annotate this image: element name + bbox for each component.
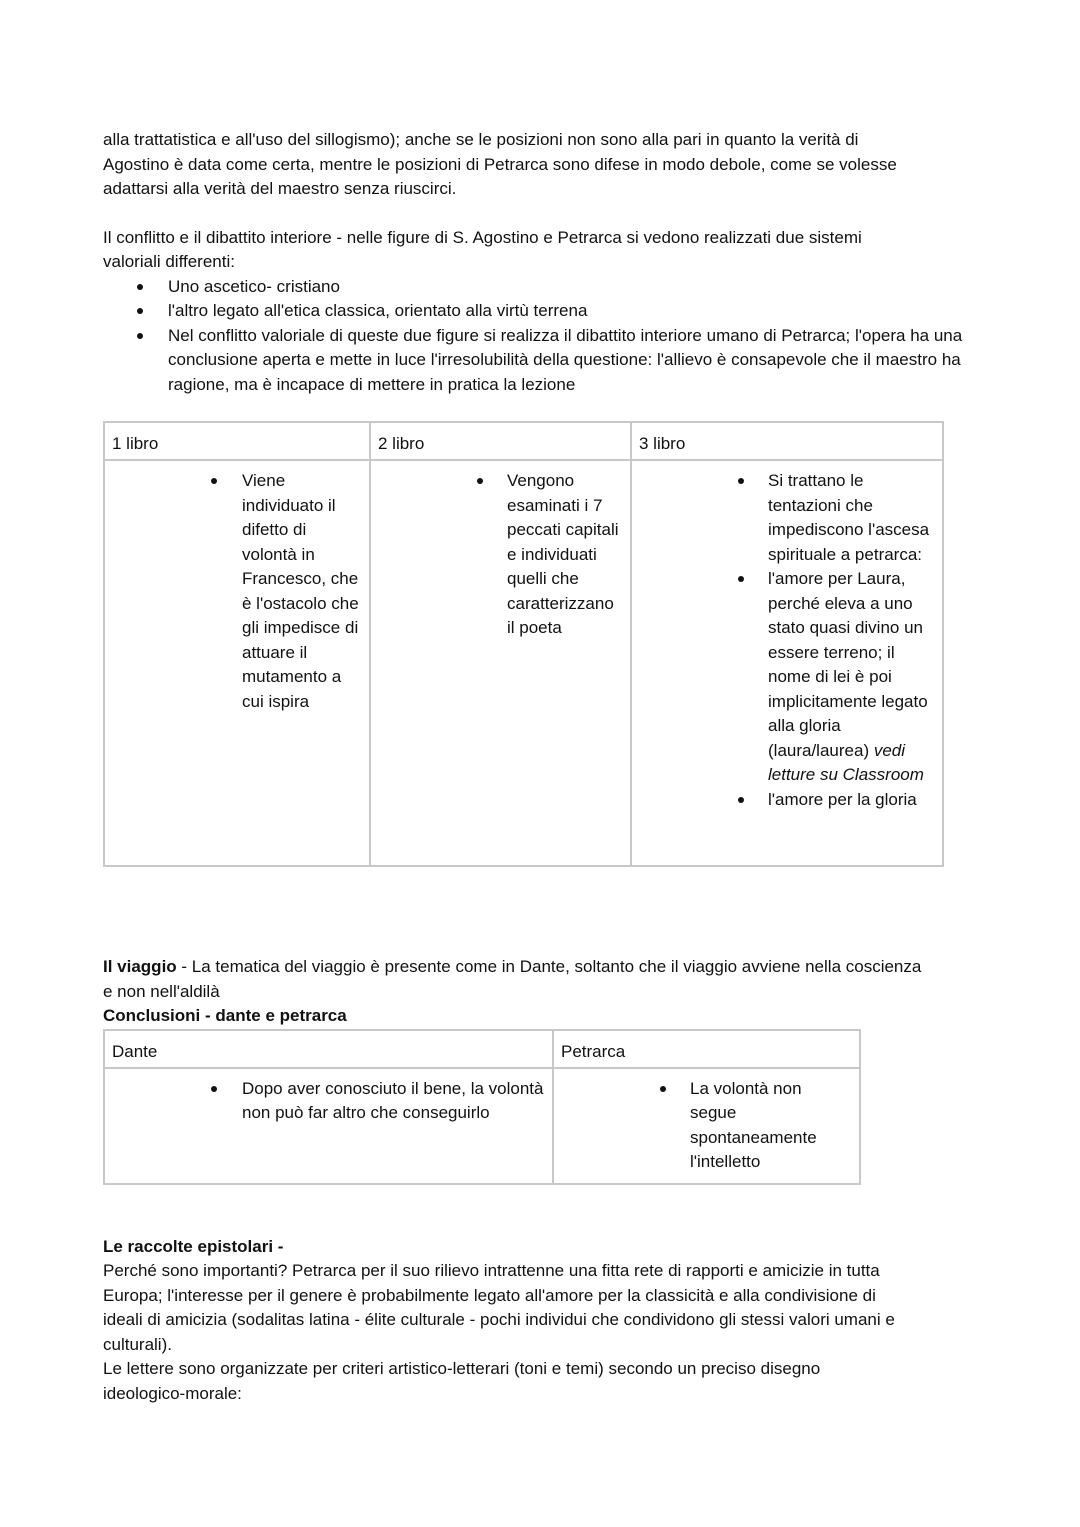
table-row	[104, 1068, 860, 1184]
epistolari-line: ideologico-morale:	[103, 1383, 242, 1403]
petrarca-cell	[553, 1068, 860, 1184]
list-item: Vengono esaminati i 7 peccati capitali e individuati quelli che caratterizzano il poeta	[371, 469, 630, 641]
epistolari-line: culturali).	[103, 1334, 172, 1354]
viaggio-label: Il viaggio	[103, 957, 177, 976]
list-item: Nel conflitto valoriale di queste due figure si realizza il dibattito interiore umano di Petrarca; l'opera ha una conclusione aperta e mette in luce l'irresolubilità della questione: l'allievo è consapevole che il maestro ha ragione, ma è incapace di mettere in pratica la lezione	[103, 324, 983, 398]
header-cell: 1 libro	[104, 422, 370, 460]
list-item: l'amore per la gloria	[632, 788, 942, 813]
viaggio-section	[103, 955, 983, 1029]
list-item: l'altro legato all'etica classica, orientato alla virtù terrena	[103, 299, 983, 324]
conclusioni-title: Conclusioni - dante e petrarca	[103, 1006, 347, 1025]
libro-3-cell	[631, 460, 943, 866]
list-item: Si trattano le tentazioni che impediscono l'ascesa spirituale a petrarca:	[632, 469, 942, 567]
header-cell: Petrarca	[553, 1030, 860, 1068]
viaggio-line: e non nell'aldilà	[103, 981, 220, 1001]
list-item-text: l'amore per Laura, perché eleva a uno stato quasi divino un essere terreno; il nome di lei è poi implicitamente legato alla gloria (laura/laurea)	[768, 569, 928, 760]
intro-paragraph	[103, 128, 983, 202]
conflitto-line: Il conflitto e il dibattito interiore - nelle figure di S. Agostino e Petrarca si vedono realizzati due sistemi	[103, 227, 862, 247]
list-item: Uno ascetico- cristiano	[103, 275, 983, 300]
list-item: Viene individuato il difetto di volontà in Francesco, che è l'ostacolo che gli impedisce di attuare il mutamento a cui ispira	[105, 469, 369, 714]
list-item	[632, 567, 942, 788]
epistolari-line: Perché sono importanti? Petrarca per il suo rilievo intrattenne una fitta rete di rapporti e amicizie in tutta	[103, 1261, 880, 1280]
header-cell: 3 libro	[631, 422, 943, 460]
libro-2-cell	[370, 460, 631, 866]
libri-table	[103, 421, 944, 867]
epistolari-title: Le raccolte epistolari -	[103, 1236, 284, 1256]
epistolari-section	[103, 1235, 983, 1407]
table-row	[104, 460, 943, 866]
list-item: Dopo aver conosciuto il bene, la volontà non può far altro che conseguirlo	[105, 1077, 552, 1126]
list-item: La volontà non segue spontaneamente l'intelletto	[554, 1077, 845, 1175]
table-header-row	[104, 422, 943, 460]
conflitto-line: valoriali differenti:	[103, 252, 235, 271]
epistolari-line: Europa; l'interesse per il genere è probabilmente legato all'amore per la classicità e alla condivisione di	[103, 1285, 876, 1305]
dante-cell	[104, 1068, 553, 1184]
page-content	[103, 128, 983, 1406]
intro-line: Agostino è data come certa, mentre le posizioni di Petrarca sono difese in modo debole, come se volesse	[103, 154, 897, 174]
classroom-reference: vedi letture su Classroom	[768, 740, 924, 784]
viaggio-text: - La tematica del viaggio è presente come in Dante, soltanto che il viaggio avviene nella coscienza	[176, 957, 922, 976]
epistolari-line: Le lettere sono organizzate per criteri artistico-letterari (toni e temi) secondo un preciso disegno	[103, 1359, 821, 1378]
epistolari-line: ideali di amicizia (sodalitas latina - élite culturale - pochi individui che condividono gli stessi valori umani e	[103, 1310, 895, 1329]
libro-1-cell	[104, 460, 370, 866]
intro-line: adattarsi alla verità del maestro senza riuscirci.	[103, 179, 457, 198]
header-cell: Dante	[104, 1030, 553, 1068]
table-header-row	[104, 1030, 860, 1068]
conclusioni-table	[103, 1029, 861, 1185]
conflitto-bullet-list	[103, 275, 983, 398]
header-cell: 2 libro	[370, 422, 631, 460]
intro-line: alla trattatistica e all'uso del sillogismo); anche se le posizioni non sono alla pari in quanto la verità di	[103, 130, 859, 149]
conflitto-section	[103, 226, 983, 398]
